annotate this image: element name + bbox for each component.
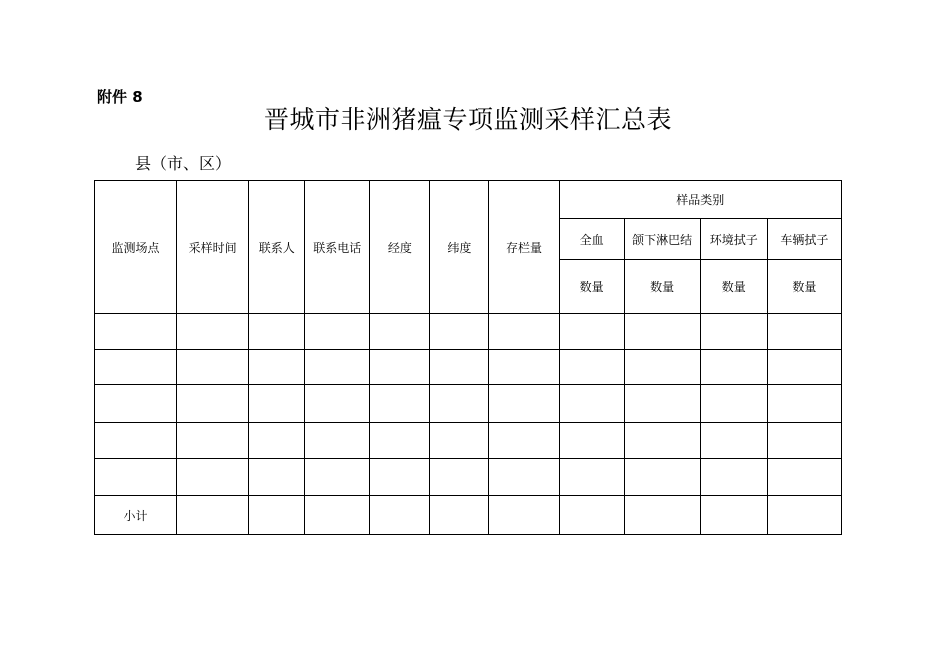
table-cell[interactable] [177, 459, 249, 496]
column-header: 纬度 [430, 181, 489, 314]
table-cell[interactable] [249, 385, 305, 423]
table-cell[interactable] [430, 496, 489, 535]
table-cell[interactable] [177, 496, 249, 535]
table-cell[interactable] [177, 314, 249, 350]
table-cell[interactable] [559, 496, 624, 535]
table-cell[interactable] [767, 459, 841, 496]
table-cell[interactable] [767, 314, 841, 350]
table-cell[interactable] [370, 350, 430, 385]
sample-type-header: 颌下淋巴结 [624, 219, 700, 260]
table-cell[interactable] [249, 314, 305, 350]
table-cell[interactable] [489, 350, 559, 385]
quantity-header: 数量 [700, 260, 767, 314]
column-header: 联系电话 [305, 181, 370, 314]
table-cell[interactable] [489, 459, 559, 496]
table-cell[interactable] [700, 423, 767, 459]
column-header: 监测场点 [95, 181, 177, 314]
subtotal-row [95, 496, 842, 535]
table-cell[interactable] [430, 314, 489, 350]
table-cell[interactable] [95, 314, 177, 350]
table-cell[interactable] [559, 385, 624, 423]
table-row [95, 423, 842, 459]
table-cell[interactable] [95, 423, 177, 459]
table-cell[interactable] [95, 459, 177, 496]
table-cell[interactable] [489, 314, 559, 350]
table-cell[interactable] [430, 385, 489, 423]
table-cell[interactable] [305, 459, 370, 496]
table-cell[interactable] [305, 385, 370, 423]
table-row [95, 385, 842, 423]
table-cell[interactable] [767, 496, 841, 535]
table-cell[interactable] [559, 459, 624, 496]
table-cell[interactable] [559, 350, 624, 385]
quantity-header: 数量 [624, 260, 700, 314]
table-cell[interactable] [370, 459, 430, 496]
sample-type-header: 车辆拭子 [767, 219, 841, 260]
table-row [95, 314, 842, 350]
table-cell[interactable] [767, 385, 841, 423]
table-cell[interactable] [95, 385, 177, 423]
table-cell[interactable] [177, 385, 249, 423]
table-cell[interactable] [559, 423, 624, 459]
quantity-header: 数量 [559, 260, 624, 314]
sample-type-header: 环境拭子 [700, 219, 767, 260]
header-row-1 [95, 181, 842, 219]
attachment-label: 附件 8 [97, 88, 143, 106]
table-cell[interactable] [624, 459, 700, 496]
sampling-summary-table [94, 180, 842, 535]
table-cell[interactable] [177, 423, 249, 459]
table-cell[interactable] [489, 385, 559, 423]
table-cell[interactable] [700, 459, 767, 496]
table-cell[interactable] [430, 423, 489, 459]
table-cell[interactable] [624, 496, 700, 535]
table-cell[interactable] [95, 350, 177, 385]
table-cell[interactable] [700, 496, 767, 535]
table-row [95, 459, 842, 496]
page-title: 晋城市非洲猪瘟专项监测采样汇总表 [263, 105, 672, 134]
table-cell[interactable] [624, 423, 700, 459]
table-cell[interactable] [370, 423, 430, 459]
table-cell[interactable] [489, 423, 559, 459]
county-label: 县（市、区） [135, 154, 232, 173]
table-cell[interactable] [700, 314, 767, 350]
table-cell[interactable] [177, 350, 249, 385]
table-cell[interactable] [249, 350, 305, 385]
table-cell[interactable] [767, 423, 841, 459]
table-cell[interactable] [305, 314, 370, 350]
table-cell[interactable] [489, 496, 559, 535]
table-cell[interactable] [430, 459, 489, 496]
subtotal-label: 小计 [95, 496, 177, 535]
table-cell[interactable] [370, 314, 430, 350]
table-cell[interactable] [305, 350, 370, 385]
table-row [95, 350, 842, 385]
table-cell[interactable] [370, 385, 430, 423]
table-cell[interactable] [700, 385, 767, 423]
column-header: 采样时间 [177, 181, 249, 314]
column-header: 存栏量 [489, 181, 559, 314]
table-cell[interactable] [624, 385, 700, 423]
table-cell[interactable] [700, 350, 767, 385]
quantity-header: 数量 [767, 260, 841, 314]
table-cell[interactable] [430, 350, 489, 385]
column-header: 联系人 [249, 181, 305, 314]
table-cell[interactable] [249, 423, 305, 459]
table-cell[interactable] [305, 496, 370, 535]
sample-type-header: 全血 [559, 219, 624, 260]
table-cell[interactable] [249, 496, 305, 535]
table-cell[interactable] [624, 314, 700, 350]
table-cell[interactable] [249, 459, 305, 496]
table-cell[interactable] [305, 423, 370, 459]
table-cell[interactable] [559, 314, 624, 350]
column-header: 经度 [370, 181, 430, 314]
table-cell[interactable] [624, 350, 700, 385]
table-cell[interactable] [767, 350, 841, 385]
sample-category-header: 样品类别 [559, 181, 841, 219]
table-cell[interactable] [370, 496, 430, 535]
